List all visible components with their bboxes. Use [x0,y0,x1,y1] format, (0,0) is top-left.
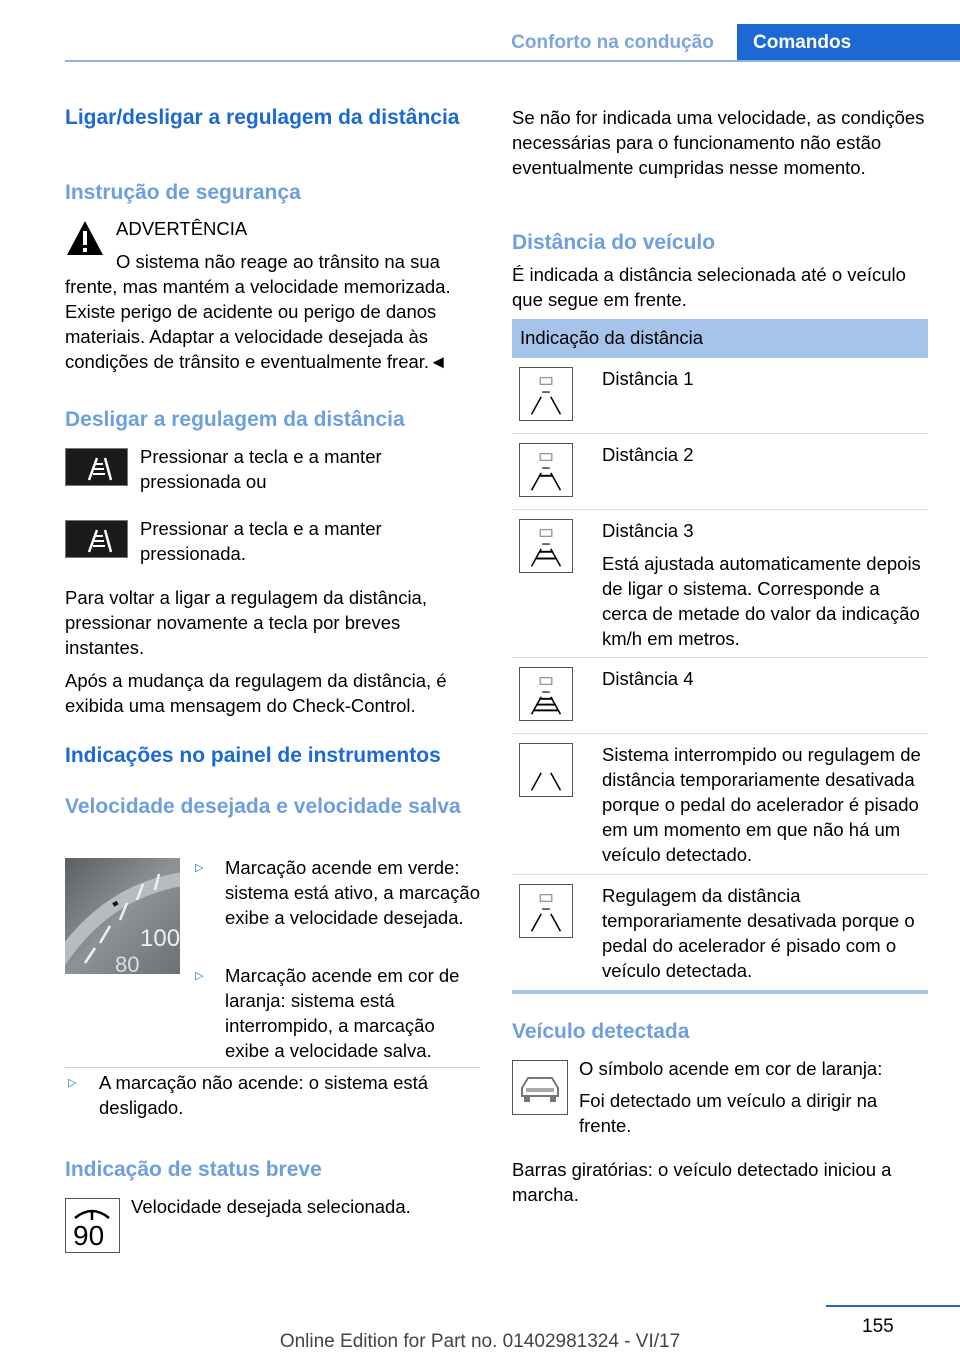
warning-text-2: frente, mas mantém a velocidade memorizada. Existe perigo de acidente ou perigo de danos materiais. Adaptar a velocidade desejada às condições de trânsito e eventualmente frear.◄ [65,276,451,372]
regulation-deactivated-icon [519,884,573,938]
bullet-marker: ▷ [195,862,204,874]
speed-status-icon-value: 90 [73,1220,105,1251]
bullet-divider [65,1067,480,1068]
speedo-label-80: 80 [115,952,140,977]
detected-line-1: O símbolo acende em cor de laranja: [579,1058,883,1079]
safety-heading: Instrução de segurança [65,181,301,204]
bullet-marker: ▷ [68,1077,77,1089]
distance-4-icon [519,667,573,721]
panel-heading: Indicações no painel de instrumentos [65,744,441,767]
table-row: Regulagem da distância temporariamente desativada porque o pedal do acelerador é pisado com o veículo detectada. [602,885,915,981]
warning-text-1: O sistema não reage ao trânsito na sua [116,251,440,272]
edition-note: Online Edition for Part no. 01402981324 - VI/17 [279,1331,681,1352]
intro-text: Se não for indicada uma velocidade, as condições necessárias para o funcionamento não estão eventualmente cumpridas nesse momento. [512,107,925,178]
header-section: Conforto na condução [511,32,714,53]
table-row: Distância 1 [602,368,694,389]
page-title: Ligar/desligar a regulagem da distância [65,106,460,129]
off-heading: Desligar a regulagem da distância [65,408,405,431]
bullet-marker: ▷ [195,970,204,982]
distance-button-icon [65,448,128,486]
table-row: Distância 2 [602,444,694,465]
header-tab-comandos[interactable]: Comandos [737,24,960,62]
table-end-rule [512,990,928,994]
table-row: Distância 4 [602,668,694,689]
row-divider [512,874,928,875]
para-check-control: Após a mudança da regulagem da distância, é exibida uma mensagem do Check-Control. [65,670,447,716]
warning-icon [65,218,105,258]
distance-2-icon [519,443,573,497]
detected-heading: Veículo detectada [512,1020,690,1043]
row-divider [512,733,928,734]
row-divider [512,433,928,434]
footer-rule [826,1305,960,1307]
para-reactivate: Para voltar a ligar a regulagem da distância, pressionar novamente a tecla por breves instantes. [65,587,427,658]
page-number: 155 [862,1316,894,1337]
status-heading: Indicação de status breve [65,1158,322,1181]
bars-text: Barras giratórias: o veículo detectado iniciou a marcha. [512,1159,892,1205]
distance-button-icon-2 [65,520,128,558]
bullet-orange: Marcação acende em cor de laranja: sistema está interrompido, a marcação exibe a velocidade salva. [225,965,460,1061]
distance-heading: Distância do veículo [512,231,716,254]
table-header [512,319,928,358]
distance-text: É indicada a distância selecionada até o veículo que segue em frente. [512,264,906,310]
table-row-detail: Está ajustada automaticamente depois de ligar o sistema. Corresponde a cerca de metade do valor da indicação km/h em metros. [602,553,921,649]
bullet-green: Marcação acende em verde: sistema está ativo, a marcação exibe a velocidade desejada. [225,857,480,928]
bullet-off: A marcação não acende: o sistema está desligado. [99,1072,429,1118]
table-row: Sistema interrompido ou regulagem de distância temporariamente desativada porque o pedal do acelerador é pisado em um momento em que não há um veículo detectado. [602,744,921,865]
header-rule [65,60,960,62]
row-divider [512,657,928,658]
vehicle-detected-icon [512,1060,568,1115]
warning-label: ADVERTÊNCIA [116,218,248,239]
table-row: Distância 3 [602,520,694,541]
detected-line-2: Foi detectado um veículo a dirigir na frente. [579,1090,878,1136]
distance-3-icon [519,519,573,573]
press-text-2: Pressionar a tecla e a manter pressionada. [140,518,382,564]
speedo-label-100: 100 [140,925,181,952]
press-text-1: Pressionar a tecla e a manter pressionada ou [140,446,382,492]
table-header-label: Indicação da distância [520,327,704,348]
speed-heading: Velocidade desejada e velocidade salva [65,795,461,818]
distance-1-icon [519,367,573,421]
status-text: Velocidade desejada selecionada. [131,1196,411,1217]
row-divider [512,509,928,510]
system-interrupted-icon [519,743,573,797]
